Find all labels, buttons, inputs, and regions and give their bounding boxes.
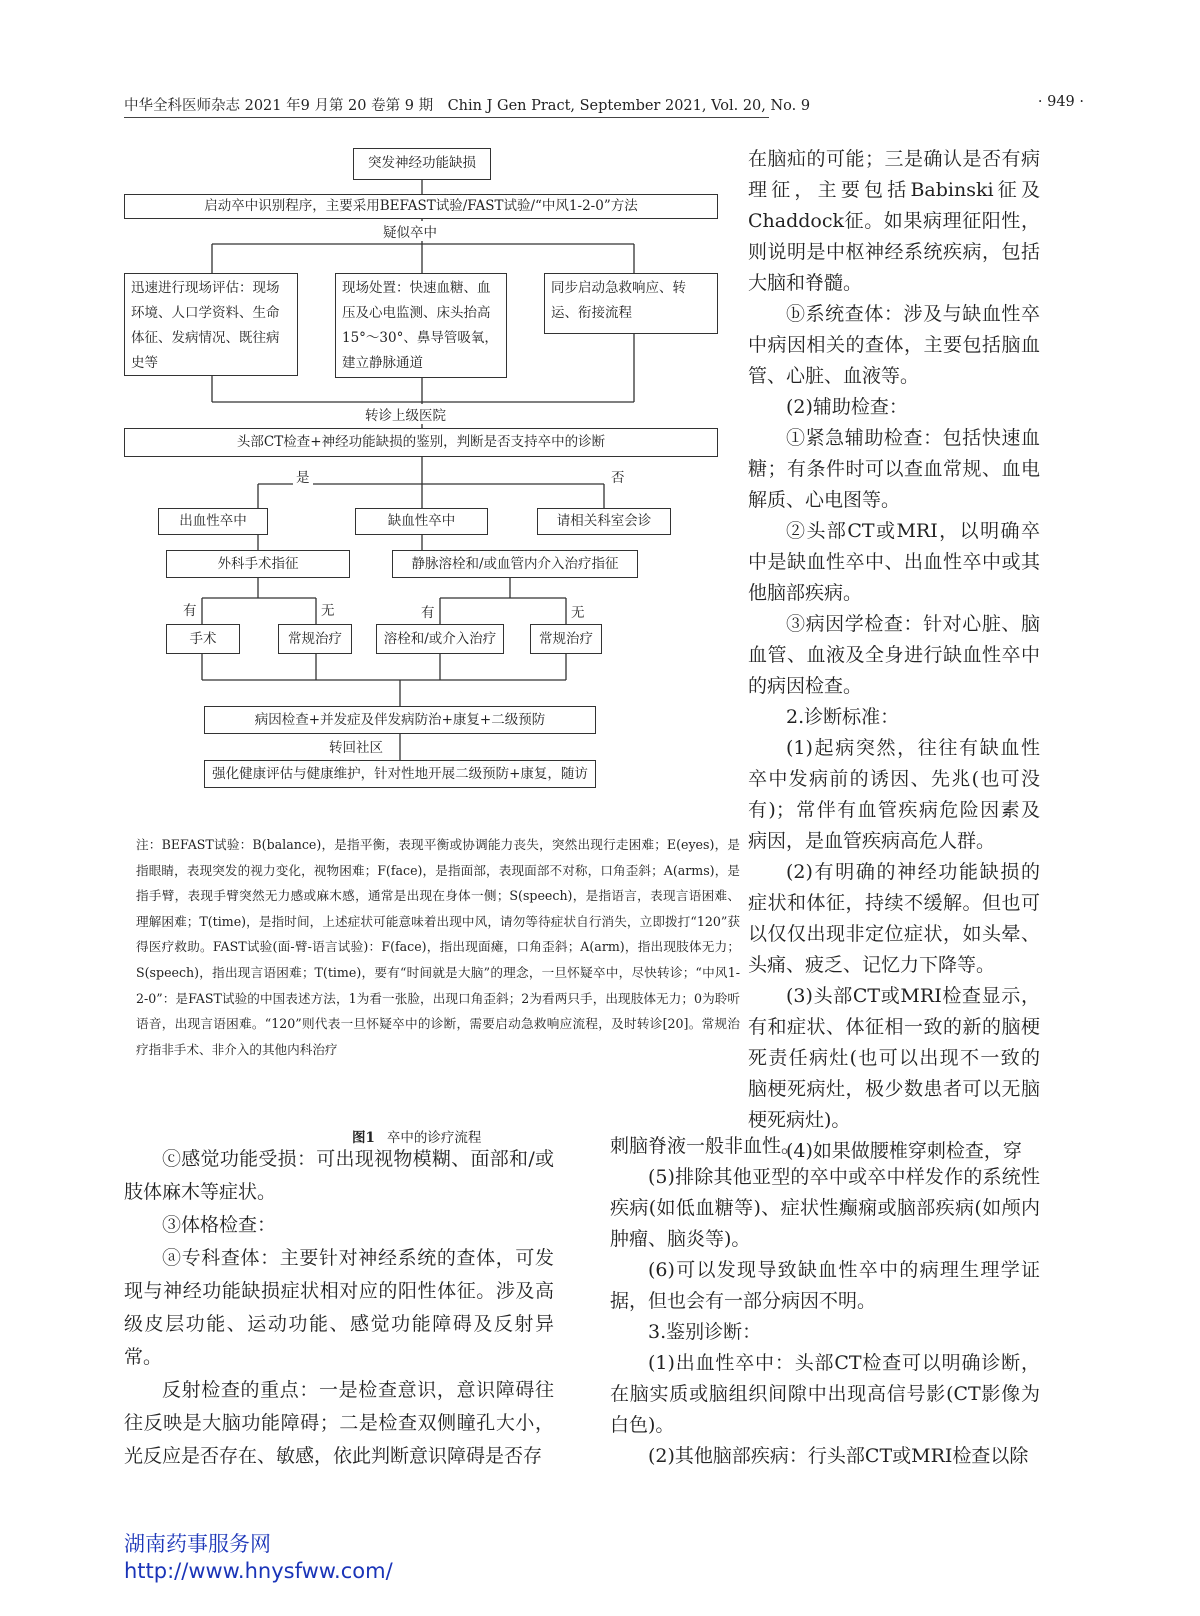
- node-onsite-treatment: 现场处置：快速血糖、血压及心电监测、床头抬高15°～30°、鼻导管吸氧，建立静脉通道: [335, 273, 507, 378]
- caption-text: 卒中的诊疗流程: [386, 1130, 482, 1146]
- label-none-1: 无: [318, 599, 338, 619]
- node-sudden-deficit: 突发神经功能缺损: [353, 148, 491, 180]
- watermark[interactable]: [124, 1531, 393, 1585]
- paragraph: (5)排除其他亚型的卒中或卒中样发作的系统性疾病(如低血糖等)、症状性癫痫或脑部疾病(如颅内肿瘤、脑炎等)。: [610, 1166, 1040, 1250]
- caption-label: 图1: [352, 1130, 375, 1146]
- right-column: [748, 144, 1040, 1167]
- label-has-2: 有: [418, 601, 438, 621]
- paragraph: ②头部CT或MRI，以明确卒中是缺血性卒中、出血性卒中或其他脑部疾病。: [748, 520, 1040, 604]
- node-etiology: 病因检查+并发症及伴发病防治+康复+二级预防: [204, 706, 596, 734]
- paragraph: ⓐ专科查体：主要针对神经系统的查体，可发现与神经功能缺损症状相对应的阳性体征。涉及高级皮层功能、运动功能、感觉功能障碍及反射异常。: [124, 1247, 554, 1368]
- node-surgery-indication: 外科手术指征: [166, 550, 350, 578]
- left-column: [124, 1143, 554, 1473]
- paragraph: 反射检查的重点：一是检查意识，意识障碍往往反映是大脑功能障碍；二是检查双侧瞳孔大小，光反应是否存在、敏感，依此判断意识障碍是否存: [124, 1379, 554, 1467]
- label-transfer: 转诊上级医院: [362, 404, 449, 424]
- label-community: 转回社区: [326, 736, 386, 756]
- node-thrombolysis: 溶栓和/或介入治疗: [376, 624, 504, 654]
- paragraph: (4)如果做腰椎穿刺检查，穿: [786, 1140, 1022, 1162]
- node-emergency: 同步启动急救响应、转运、衔接流程: [544, 273, 718, 334]
- label-yes: 是: [293, 466, 313, 486]
- paragraph: (1)出血性卒中：头部CT检查可以明确诊断，在脑实质或脑组织间隙中出现高信号影(CT影像为白色)。: [610, 1352, 1040, 1436]
- node-routine-2: 常规治疗: [530, 624, 602, 654]
- paragraph: ⓑ系统查体：涉及与缺血性卒中病因相关的查体，主要包括脑血管、心脏、血液等。: [748, 303, 1040, 387]
- label-has-1: 有: [180, 599, 200, 619]
- node-ct-check: 头部CT检查+神经功能缺损的鉴别，判断是否支持卒中的诊断: [124, 428, 718, 457]
- figure-note: 注：BEFAST试验：B(balance)，是指平衡，表现平衡或协调能力丧失，突然出现行走困难；E(eyes)，是指眼睛，表现突发的视力变化，视物困难；F(face)，是指面部，表现面部不对称，口角歪斜；A(arms)，是指手臂，表现手臂突然无力感或麻木感，通常是出现在身体一侧；S(speech)，是指语言，表现言语困难、理解困难；T(time)，是指时间，上述症状可能意味着出现中风，请勿等待症状自行消失，立即拨打“120”获得医疗救助。FAST试验(面-臂-语言试验)：F(face)，指出现面瘫，口角歪斜；A(arm)，指出现肢体无力；S(speech)，指出现言语困难；T(time)，要有“时间就是大脑”的理念，一旦怀疑卒中，尽快转诊；“中风1-2-0”：是FAST试验的中国表述方法，1为看一张脸，出现口角歪斜；2为看两只手，出现肢体无力；0为聆听语音，出现言语困难。“120”则代表一旦怀疑卒中的诊断，需要启动急救响应流程，及时转诊[20]。常规治疗指非手术、非介入的其他内科治疗: [136, 837, 740, 1057]
- node-thrombolysis-indication: 静脉溶栓和/或血管内介入治疗指征: [392, 550, 638, 578]
- paragraph: ③体格检查：: [162, 1214, 277, 1236]
- paragraph: 3.鉴别诊断：: [648, 1321, 762, 1343]
- label-no: 否: [608, 466, 628, 486]
- watermark-site-name: 湖南药事服务网: [124, 1532, 271, 1556]
- paragraph: (1)起病突然，往往有缺血性卒中发病前的诱因、先兆(也可没有)；常伴有血管疾病危险因素及病因，是血管疾病高危人群。: [748, 737, 1040, 852]
- paragraph: 2.诊断标准：: [786, 706, 900, 728]
- label-suspect: 疑似卒中: [380, 221, 440, 241]
- paragraph: (2)有明确的神经功能缺损的症状和体征，持续不缓解。但也可以仅仅出现非定位症状，如头晕、头痛、疲乏、记忆力下降等。: [748, 861, 1040, 976]
- label-none-2: 无: [568, 601, 588, 621]
- right-column-lower: [610, 1131, 1040, 1472]
- node-onsite-eval: 迅速进行现场评估：现场环境、人口学资料、生命体征、发病情况、既往病史等: [124, 273, 298, 376]
- paragraph: 刺脑脊液一般非血性。: [610, 1135, 801, 1157]
- node-hemorrhagic: 出血性卒中: [158, 508, 268, 535]
- node-surgery: 手术: [166, 624, 240, 654]
- paragraph: (2)其他脑部疾病：行头部CT或MRI检查以除: [648, 1445, 1029, 1467]
- node-consult: 请相关科室会诊: [537, 508, 671, 535]
- node-health: 强化健康评估与健康维护，针对性地开展二级预防+康复，随访: [204, 760, 596, 788]
- paragraph: 在脑疝的可能；三是确认是否有病理征，主要包括Babinski征及Chaddock征。如果病理征阳性，则说明是中枢神经系统疾病，包括大脑和脊髓。: [748, 148, 1040, 294]
- node-routine-1: 常规治疗: [278, 624, 352, 654]
- page-number: · 949 ·: [1037, 94, 1084, 110]
- node-ischemic: 缺血性卒中: [355, 508, 488, 535]
- node-identify: 启动卒中识别程序，主要采用BEFAST试验/FAST试验/“中风1-2-0”方法: [124, 194, 718, 219]
- journal-citation: 中华全科医师杂志 2021 年9 月第 20 卷第 9 期 Chin J Gen Pract, September 2021, Vol. 20, No. 9: [124, 98, 811, 114]
- paragraph: (2)辅助检查：: [786, 396, 908, 418]
- watermark-url-link[interactable]: http://www.hnysfww.com/: [124, 1559, 393, 1583]
- paragraph: (3)头部CT或MRI检查显示，有和症状、体征相一致的新的脑梗死责任病灶(也可以出现不一致的脑梗死病灶，极少数患者可以无脑梗死病灶)。: [748, 985, 1040, 1131]
- paragraph: ③病因学检查：针对心脏、脑血管、血液及全身进行缺血性卒中的病因检查。: [748, 613, 1040, 697]
- paragraph: (6)可以发现导致缺血性卒中的病理生理学证据，但也会有一部分病因不明。: [610, 1259, 1040, 1312]
- paragraph: ①紧急辅助检查：包括快速血糖；有条件时可以查血常规、血电解质、心电图等。: [748, 427, 1040, 511]
- paragraph: ⓒ感觉功能受损：可出现视物模糊、面部和/或肢体麻木等症状。: [124, 1148, 554, 1203]
